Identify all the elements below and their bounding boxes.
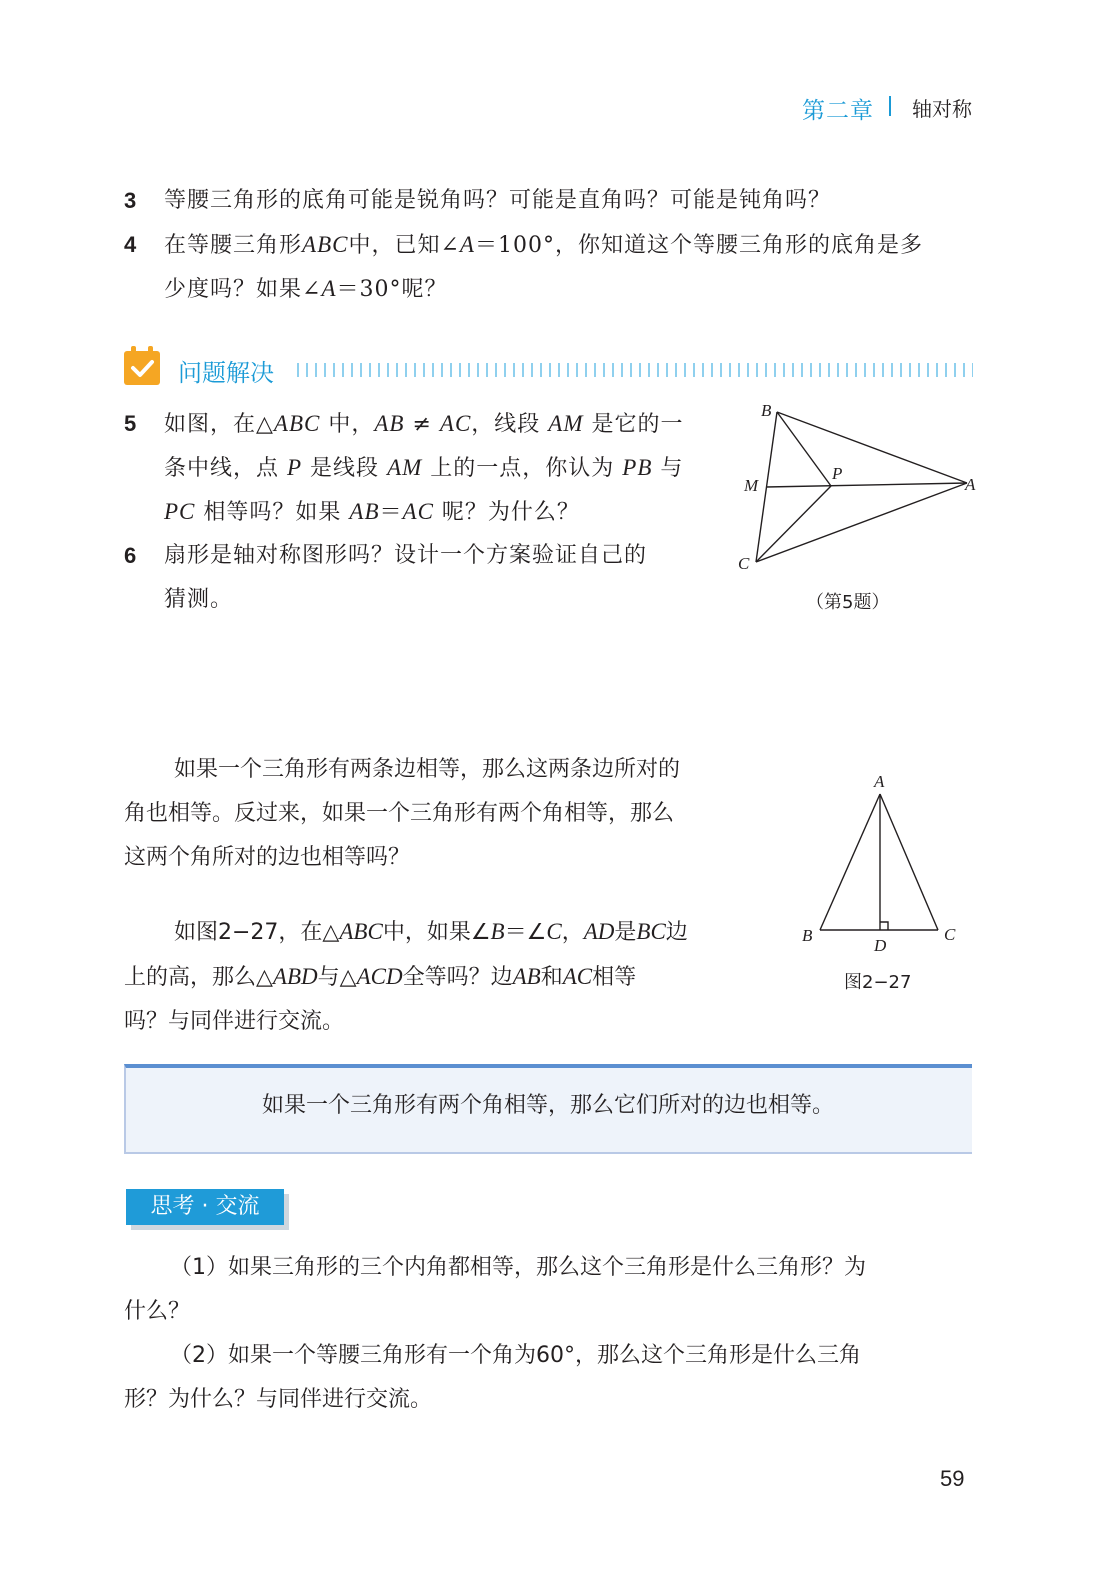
paragraph-line [124, 910, 784, 955]
text-run: 相等 [592, 965, 637, 990]
segment-AC [880, 794, 938, 930]
right-angle-mark [880, 922, 888, 930]
paragraph-line [124, 955, 784, 1000]
question-text-line3 [164, 490, 580, 535]
segment-BP [777, 412, 831, 486]
question-number: 5 [124, 411, 138, 436]
text-run: 是 [614, 920, 637, 945]
theorem-text: 如果一个三角形有两个角相等，那么它们所对的边也相等。 [261, 1093, 834, 1118]
figure-caption: 图2−27 [844, 972, 912, 993]
paragraph-intro [124, 748, 784, 880]
math-var: BC [636, 919, 666, 944]
text-run: 是它的一 [583, 412, 684, 437]
chapter-title: 轴对称 [912, 97, 972, 121]
text-run: ＝100°，你知道这个等腰三角形的底角是多 [474, 233, 923, 258]
math-var: AB [374, 411, 405, 436]
label-D: D [874, 936, 887, 955]
text-run: 呢？为什么？ [433, 500, 580, 525]
math-var: ABD [272, 964, 318, 989]
think-question-1-cont: 什么？ [124, 1299, 191, 1324]
segment-MA [766, 483, 967, 487]
text-run: 边 [665, 920, 688, 945]
math-var: ABC [302, 232, 349, 257]
math-var: AC [439, 411, 472, 436]
question-number: 6 [124, 543, 138, 568]
think-discuss-badge: 思考 · 交流 [126, 1189, 284, 1225]
label-C: C [944, 925, 956, 944]
text-run: 中， [320, 412, 375, 437]
page-number: 59 [940, 1466, 965, 1491]
label-A: A [965, 475, 976, 494]
math-var: A [459, 232, 475, 257]
text-run: ， [561, 920, 584, 945]
text-run: 如图2−27，在△ [174, 920, 340, 945]
paragraph-line: 这两个角所对的边也相等吗？ [124, 845, 411, 870]
segment-AB [820, 794, 880, 930]
text-run: ≠ [404, 412, 440, 437]
text-run: 中，如果∠ [382, 920, 491, 945]
segment-AC [756, 483, 967, 562]
question-number: 4 [124, 232, 138, 257]
paragraph-line: 如果一个三角形有两条边相等，那么这两条边所对的 [174, 757, 681, 782]
label-P: P [832, 464, 843, 483]
figure-question-5 [735, 398, 985, 578]
label-B: B [802, 926, 813, 945]
header-separator [889, 96, 891, 116]
math-var: P [287, 455, 303, 480]
text-run: ＝ [379, 500, 403, 525]
text-run: ＝∠ [504, 920, 547, 945]
segment-BA [777, 412, 967, 483]
text-run: 与 [652, 456, 684, 481]
text-run: 少度吗？如果∠ [164, 277, 322, 302]
question-number: 3 [124, 188, 138, 213]
math-var: AM [548, 411, 584, 436]
question-text [164, 223, 923, 268]
text-run: 条中线，点 [164, 456, 287, 481]
math-var: B [490, 919, 505, 944]
math-var: AM [387, 455, 423, 480]
text-run: 中，已知∠ [348, 233, 460, 258]
question-text [164, 402, 684, 447]
math-var: PB [622, 455, 653, 480]
text-run: ＝30°呢？ [336, 277, 448, 302]
math-var: AC [562, 964, 593, 989]
question-text: 扇形是轴对称图形吗？设计一个方案验证自己的 [164, 543, 648, 568]
math-var: C [546, 919, 562, 944]
question-text-line2 [164, 267, 448, 312]
section-title: 问题解决 [178, 359, 274, 387]
label-M: M [744, 476, 759, 495]
math-var: ABC [273, 411, 321, 436]
think-question-1: （1）如果三角形的三个内角都相等，那么这个三角形是什么三角形？为 [170, 1255, 866, 1280]
question-text-line2 [164, 446, 683, 491]
math-var: AD [583, 919, 615, 944]
section-divider-dots [297, 363, 973, 377]
math-var: AB [512, 964, 541, 989]
label-C: C [738, 554, 750, 573]
figure-caption: （第5题） [806, 592, 890, 613]
text-run: 是线段 [302, 456, 388, 481]
text-run: 上的一点，你认为 [422, 456, 623, 481]
text-run: 在等腰三角形 [164, 233, 303, 258]
math-var: AC [402, 499, 434, 524]
math-var: AB [349, 499, 380, 524]
text-run: 全等吗？边 [402, 965, 513, 990]
label-A: A [874, 772, 885, 791]
question-text-line2: 猜测。 [164, 587, 234, 612]
text-run: 与△ [317, 965, 357, 990]
paragraph-line: 吗？与同伴进行交流。 [124, 1009, 345, 1034]
math-var: PC [164, 499, 196, 524]
figure-2-27 [798, 770, 968, 960]
text-run: 相等吗？如果 [195, 500, 350, 525]
math-var: A [321, 276, 337, 301]
math-var: ABC [339, 919, 383, 944]
think-question-2-cont: 形？为什么？与同伴进行交流。 [124, 1387, 433, 1412]
think-questions [124, 1246, 984, 1422]
text-run: ，线段 [471, 412, 549, 437]
paragraph-line: 角也相等。反过来，如果一个三角形有两个角相等，那么 [124, 801, 675, 826]
segment-CP [756, 486, 831, 562]
text-run: 和 [540, 965, 563, 990]
think-question-2: （2）如果一个等腰三角形有一个角为60°，那么这个三角形是什么三角 [170, 1343, 861, 1368]
label-B: B [761, 401, 772, 420]
text-run: 上的高，那么△ [124, 965, 273, 990]
math-var: ACD [356, 964, 403, 989]
text-run: 如图，在△ [164, 412, 274, 437]
chapter-label: 第二章 [802, 98, 874, 124]
paragraph-figure [124, 910, 784, 1044]
question-text: 等腰三角形的底角可能是锐角吗？可能是直角吗？可能是钝角吗？ [164, 188, 832, 213]
checklist-calendar-icon [124, 346, 162, 386]
